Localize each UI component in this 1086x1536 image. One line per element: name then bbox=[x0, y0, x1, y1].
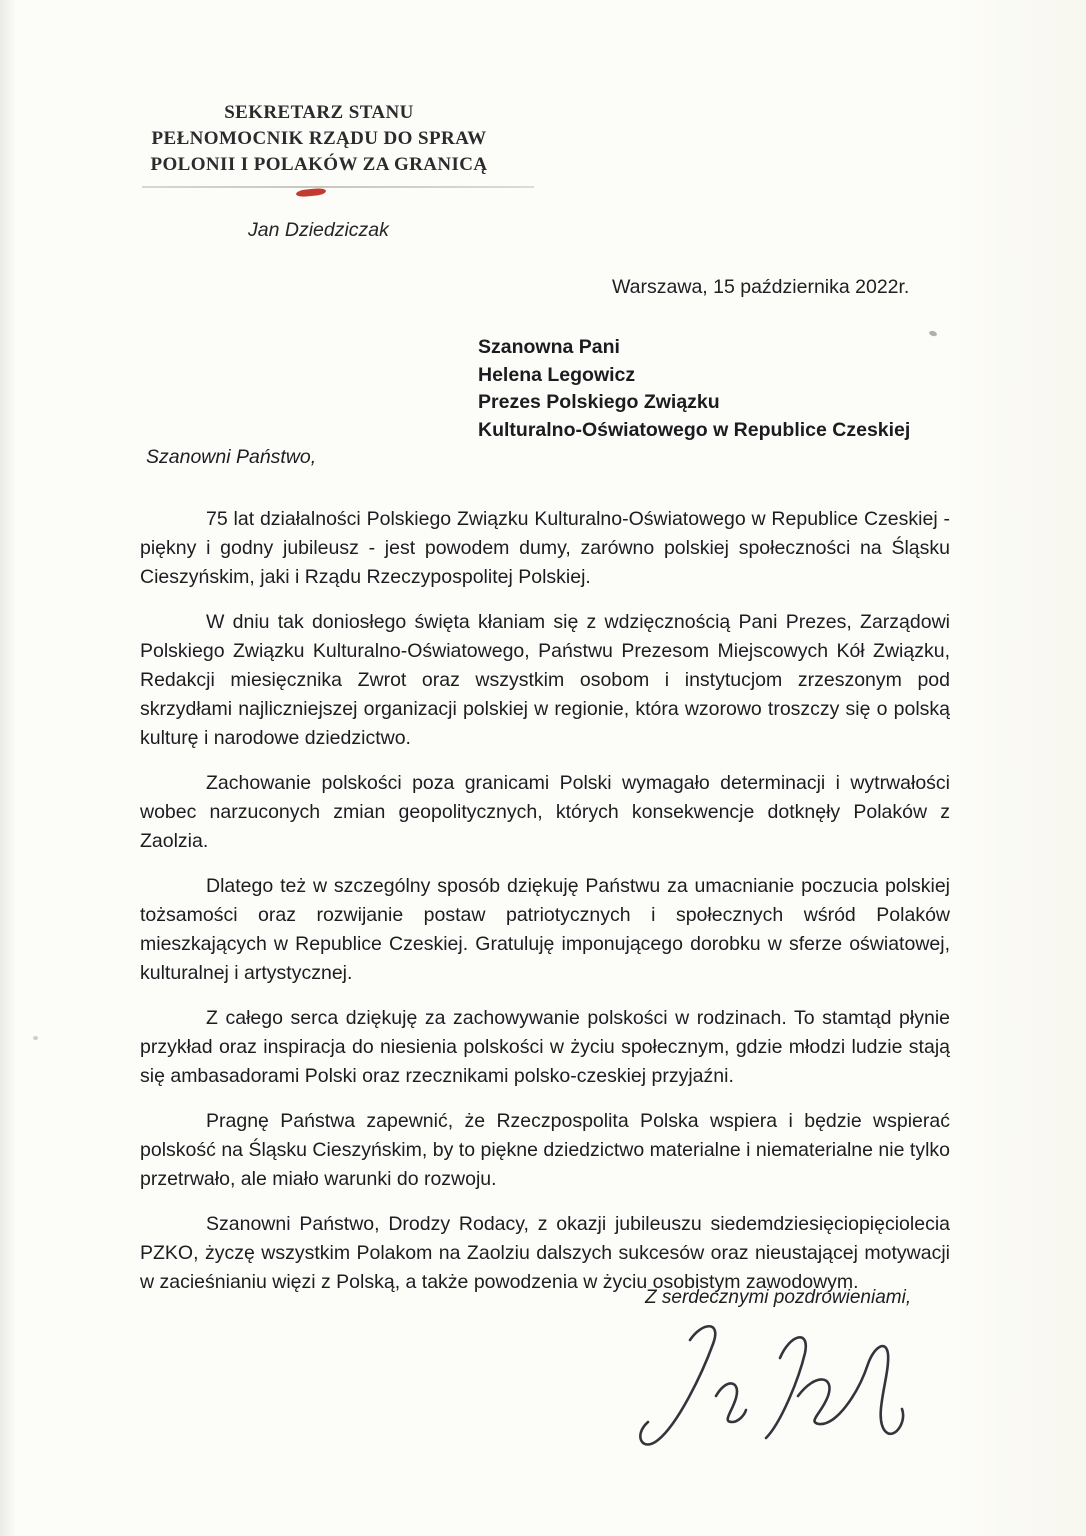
closing: Z serdecznymi pozdrowieniami, bbox=[645, 1287, 912, 1308]
paragraph: Szanowni Państwo, Drodzy Rodacy, z okazji jubileuszu siedemdziesięciopięciolecia PZKO, życzę wszystkim Polakom na Zaolziu dalszych sukcesów oraz nieustającej motywacji w zacieśnianiu więzi z Polską, a także powodzenia w życiu osobistym zawodowym. bbox=[140, 1213, 950, 1293]
dateline: Warszawa, 15 października 2022r. bbox=[612, 276, 910, 298]
recipient-line-1: Szanowna Pani bbox=[478, 336, 620, 358]
letter-body bbox=[140, 505, 950, 1313]
letterhead bbox=[138, 100, 500, 178]
recipient-line-3: Prezes Polskiego Związku bbox=[478, 391, 720, 413]
paragraph: Dlatego też w szczególny sposób dziękuję Państwu za umacnianie poczucia polskiej tożsamości oraz rozwijanie postaw patriotycznych i społecznych wśród Polaków mieszkających w Republice Czeskiej. Gratuluję imponującego dorobku w sferze oświatowej, kulturalnej i artystycznej. bbox=[140, 875, 950, 984]
letterhead-line-3: POLONII I POLAKÓW ZA GRANICĄ bbox=[150, 154, 488, 175]
paragraph: W dniu tak doniosłego święta kłaniam się z wdzięcznością Pani Prezes, Zarządowi Polskiego Związku Kulturalno-Oświatowego, Państwu Prezesom Miejscowych Kół Związku, Redakcji miesięcznika Zwrot oraz wszystkim osobom i instytucjom zrzeszonym pod skrzydłami najliczniejszej organizacji polskiej w regionie, która wzorowo troszczy się o polską kulturę i narodowe dziedzictwo. bbox=[140, 611, 950, 749]
scan-speck bbox=[928, 330, 937, 337]
paragraph: Pragnę Państwa zapewnić, że Rzeczpospolita Polska wspiera i będzie wspierać polskość na Śląsku Cieszyńskim, by to piękne dziedzictwo materialne i niematerialne nie tylko przetrwało, ale miało warunki do rozwoju. bbox=[140, 1110, 950, 1190]
paragraph: Z całego serca dziękuję za zachowywanie polskości w rodzinach. To stamtąd płynie przykład oraz inspiracja do niesienia polskości w życiu społecznym, gdzie młodzi ludzie stają się ambasadorami Polski oraz rzecznikami polsko-czeskiej przyjaźni. bbox=[140, 1007, 950, 1087]
official-name: Jan Dziedziczak bbox=[248, 219, 389, 241]
letterhead-line-1: SEKRETARZ STANU bbox=[224, 102, 414, 123]
letterhead-line-2: PEŁNOMOCNIK RZĄDU DO SPRAW bbox=[151, 128, 487, 149]
recipient-line-4: Kulturalno-Oświatowego w Republice Czeskiej bbox=[478, 418, 911, 441]
letterhead-rule bbox=[142, 186, 534, 188]
salutation: Szanowni Państwo, bbox=[146, 446, 317, 468]
scan-speck bbox=[33, 1036, 38, 1040]
flag-mark-icon bbox=[296, 187, 327, 197]
recipient-line-2: Helena Legowicz bbox=[478, 363, 636, 386]
paragraph: Zachowanie polskości poza granicami Polski wymagało determinacji i wytrwałości wobec narzuconych zmian geopolitycznych, których konsekwencje dotknęły Polaków z Zaolzia. bbox=[140, 772, 950, 852]
handwritten-signature-icon bbox=[628, 1316, 918, 1476]
paragraph: 75 lat działalności Polskiego Związku Kulturalno-Oświatowego w Republice Czeskiej - piękny i godny jubileusz - jest powodem dumy, zarówno polskiej społeczności na Śląsku Cieszyńskim, jaki i Rządu Rzeczypospolitej Polskiej. bbox=[140, 508, 950, 588]
recipient-block bbox=[478, 334, 910, 444]
